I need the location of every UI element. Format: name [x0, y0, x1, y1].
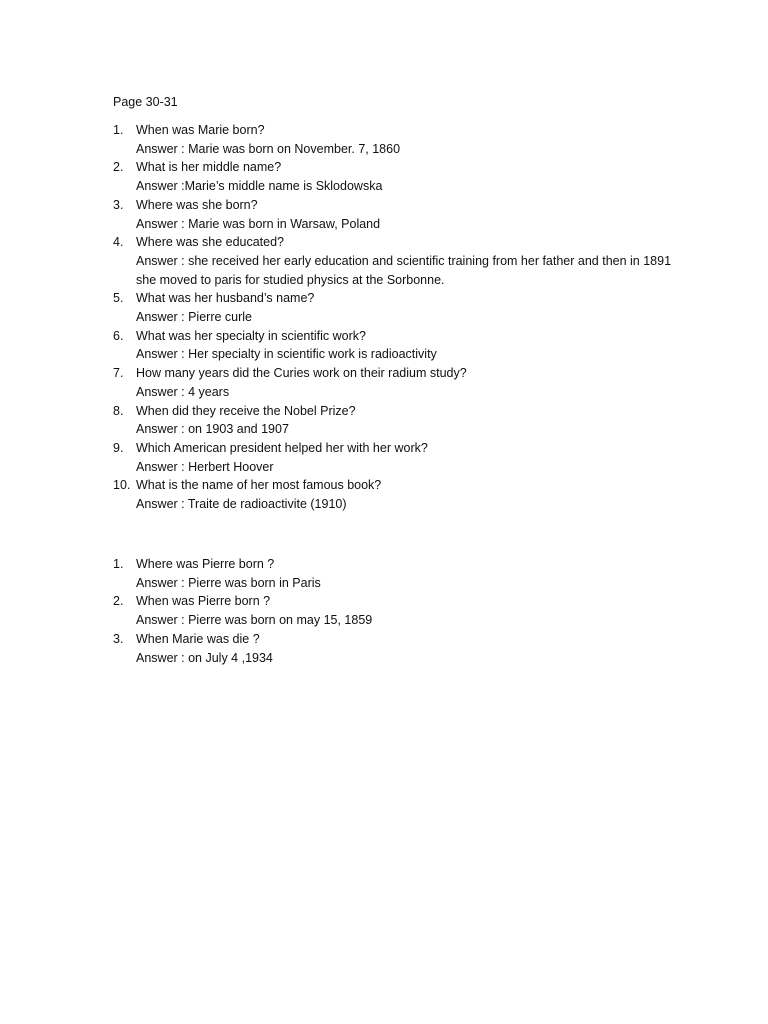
- item-number: 1.: [113, 557, 124, 571]
- item-number: 5.: [113, 291, 124, 306]
- list-item: [113, 233, 673, 289]
- question-text: What was her husband’s name?: [136, 291, 315, 306]
- question-text: When did they receive the Nobel Prize?: [136, 403, 356, 418]
- item-number: 7.: [113, 366, 124, 381]
- question-text: Where was Pierre born ?: [136, 557, 275, 571]
- question-list-2: [113, 555, 673, 667]
- answer-text: Answer : on 1903 and 1907: [136, 422, 289, 437]
- list-item: [113, 327, 673, 364]
- item-number: 10.: [113, 478, 131, 493]
- question-text: When was Marie born?: [136, 123, 265, 137]
- item-number: 3.: [113, 197, 124, 212]
- list-item: [113, 158, 673, 195]
- answer-text: Answer : Pierre was born on may 15, 1859: [136, 613, 373, 628]
- answer-text: Answer : Traite de radioactivite (1910): [136, 497, 347, 512]
- question-list-1: [113, 121, 673, 514]
- page-title: Page 30-31: [113, 95, 178, 109]
- list-item: [113, 630, 673, 667]
- item-number: 8.: [113, 403, 124, 418]
- answer-text: Answer :Marie’s middle name is Sklodowska: [136, 179, 383, 194]
- question-text: When was Pierre born ?: [136, 594, 271, 609]
- question-text: Where was she educated?: [136, 235, 285, 250]
- list-item: [113, 121, 673, 158]
- item-number: 3.: [113, 631, 124, 646]
- question-text: What is the name of her most famous book?: [136, 478, 382, 493]
- question-text: How many years did the Curies work on their radium study?: [136, 366, 467, 381]
- list-item: [113, 555, 673, 592]
- answer-text: Answer : 4 years: [136, 384, 230, 399]
- answer-text: Answer : Herbert Hoover: [136, 459, 274, 474]
- list-item: [113, 439, 673, 476]
- question-text: What is her middle name?: [136, 160, 282, 175]
- question-text: Which American president helped her with her work?: [136, 440, 428, 455]
- list-item: [113, 196, 673, 233]
- question-text: What was her specialty in scientific work?: [136, 328, 366, 343]
- item-number: 9.: [113, 440, 124, 455]
- list-item: [113, 592, 673, 629]
- answer-text: Answer : on July 4 ,1934: [136, 650, 273, 665]
- answer-text: Answer : Marie was born in Warsaw, Poland: [136, 216, 381, 231]
- item-number: 1.: [113, 123, 124, 137]
- item-number: 6.: [113, 328, 124, 343]
- question-text: When Marie was die ?: [136, 631, 260, 646]
- list-item: [113, 476, 673, 513]
- item-number: 2.: [113, 594, 124, 609]
- list-item: [113, 402, 673, 439]
- item-number: 4.: [113, 235, 124, 250]
- list-item: [113, 364, 673, 401]
- answer-text: Answer : Her specialty in scientific work is radioactivity: [136, 347, 437, 362]
- item-number: 2.: [113, 160, 124, 175]
- question-text: Where was she born?: [136, 197, 258, 212]
- answer-text: Answer : Marie was born on November. 7, 1860: [136, 141, 401, 156]
- answer-text: Answer : Pierre curle: [136, 310, 253, 325]
- answer-text: Answer : she received her early education and scientific training from her father and then in 1891 she moved to paris for studied physics at the Sorbonne.: [136, 253, 672, 287]
- answer-text: Answer : Pierre was born in Paris: [136, 575, 321, 590]
- list-item: [113, 289, 673, 326]
